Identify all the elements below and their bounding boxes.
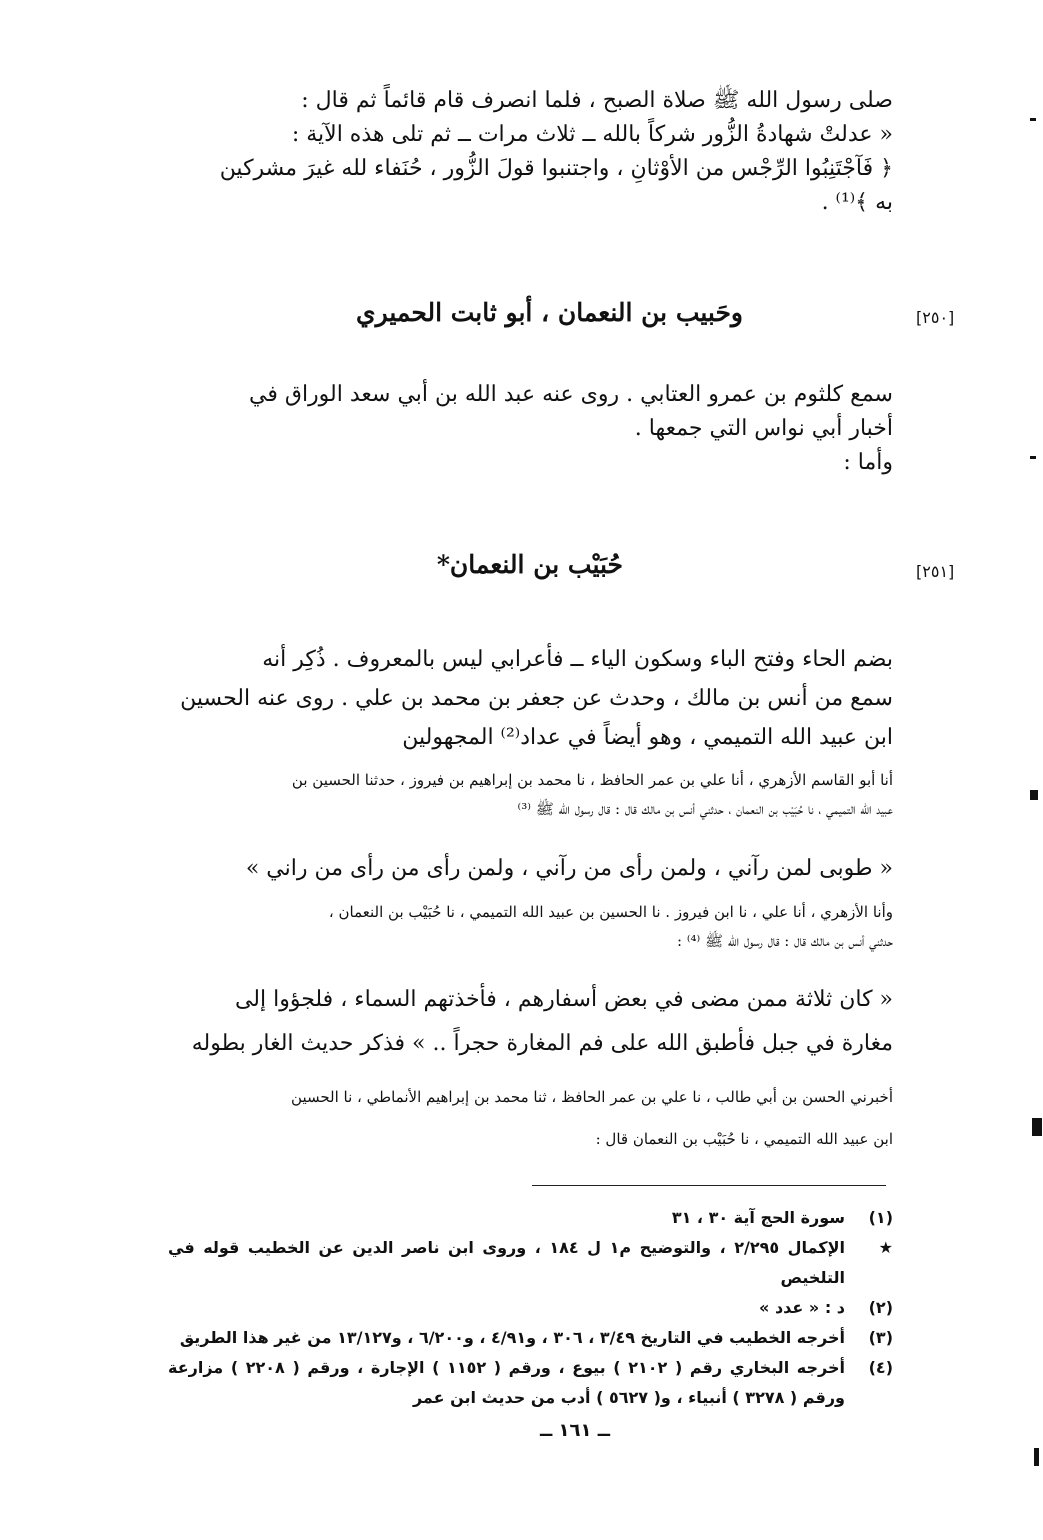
footnote-item [168, 1203, 893, 1233]
isnad-line: ابن عبيد الله التميمي ، نا حُبَيْب بن النعمان قال : [595, 1130, 893, 1148]
entry-number-251: [٢٥١] [916, 562, 955, 581]
text-line: وأما : [843, 450, 893, 475]
footnote-text: أخرجه البخاري رقم ( ٢١٠٢ ) بيوع ، ورقم ( ١١٥٢ ) الإجارة ، ورقم ( ٢٢٠٨ ) مزارعة ورقم ( ٣٢٧٨ ) أنبياء ، و( ٥٦٢٧ ) أدب من حديث ابن عمر [168, 1358, 845, 1407]
footnote-mark: ★ [878, 1238, 893, 1257]
isnad-line: حدثني أنس بن مالك قال : قال رسول الله ﷺ ⁽⁴⁾ : [677, 932, 893, 950]
footnote-item [168, 1323, 893, 1353]
text-line: بضم الحاء وفتح الباء وسكون الياء ــ فأعرابي ليس بالمعروف . ذُكِر أنه [262, 647, 893, 672]
hadith-2 [168, 978, 893, 1066]
footnote-divider [532, 1185, 886, 1186]
isnad-line: أخبرني الحسن بن أبي طالب ، نا علي بن عمر الحافظ ، ثنا محمد بن إبراهيم الأنماطي ، نا الحسين [291, 1088, 893, 1106]
text-line: به ﴾⁽¹⁾ . [821, 190, 893, 215]
footnote-mark: (٤) [868, 1358, 893, 1377]
isnad-line: أنا أبو القاسم الأزهري ، أنا علي بن عمر الحافظ ، نا محمد بن إبراهيم بن فيروز ، حدثنا الحسين بن [291, 771, 893, 789]
footnote-item [168, 1293, 893, 1323]
isnad-3 [168, 1076, 893, 1160]
scan-edge-mark [1030, 790, 1038, 800]
isnad-line: وأنا الأزهري ، أنا علي ، نا ابن فيروز . نا الحسين بن عبيد الله التميمي ، نا حُبَيْب بن النعمان ، [328, 903, 893, 921]
entry-title-251: حُبَيْب بن النعمان* [436, 550, 623, 579]
isnad-2 [168, 898, 893, 956]
footnote-mark: (٣) [868, 1328, 893, 1347]
entry-number-250: [٢٥٠] [916, 308, 955, 327]
hadith-line: مغارة في جبل فأطبق الله على فم المغارة حجراً .. » فذكر حديث الغار بطوله [191, 1031, 893, 1056]
text-line: ﴿ فَآجْتَنِبُوا الرِّجْس من الأوْثانِ ، واجتنبوا قولَ الزُّور ، حُنَفاء لله غيرَ مشركين [219, 156, 893, 181]
footnotes [168, 1203, 893, 1413]
entry-title-250: وحَبيب بن النعمان ، أبو ثابت الحميري [356, 298, 743, 327]
hadith-line: « كان ثلاثة ممن مضى في بعض أسفارهم ، فأخذتهم السماء ، فلجؤوا إلى [234, 987, 893, 1012]
footnote-text: الإكمال ٢/٢٩٥ ، والتوضيح م١ ل ١٨٤ ، وروى ابن ناصر الدين عن الخطيب قوله في التلخيص [168, 1238, 845, 1287]
scan-edge-mark [1032, 1118, 1042, 1136]
hadith-1 [168, 852, 893, 886]
footnote-item [168, 1353, 893, 1413]
footnote-mark: (١) [868, 1208, 893, 1227]
text-line: ابن عبيد الله التميمي ، وهو أيضاً في عداد⁽²⁾ المجهولين [402, 725, 893, 750]
scan-edge-mark [1030, 118, 1036, 121]
footnote-mark: (٢) [868, 1298, 893, 1317]
entry-251-intro [168, 640, 893, 757]
hadith-line: « طوبى لمن رآني ، ولمن رأى من رآني ، ولمن رأى من رأى من راني » [245, 856, 893, 881]
top-passage [168, 84, 893, 220]
scan-edge-mark [1034, 1448, 1039, 1466]
text-line: « عدلتْ شهادةُ الزُّور شركاً بالله ــ ثلاث مرات ــ ثم تلى هذه الآية : [291, 122, 893, 147]
isnad-1 [168, 766, 893, 824]
page-number: ــ ١٦١ ــ [539, 1420, 611, 1441]
scan-edge-mark [1030, 456, 1036, 459]
footnote-text: سورة الحج آية ٣٠ ، ٣١ [671, 1208, 845, 1227]
text-line: صلى رسول الله ﷺ صلاة الصبح ، فلما انصرف قام قائماً ثم قال : [301, 88, 893, 113]
footnote-item [168, 1233, 893, 1293]
footnote-text: أخرجه الخطيب في التاريخ ٣/٤٩ ، ٣٠٦ ، و٤/٩١ ، و٦/٢٠٠ ، و١٣/١٢٧ من غير هذا الطريق [179, 1328, 845, 1347]
text-line: أخبار أبي نواس التي جمعها . [634, 416, 893, 441]
entry-250-body [168, 378, 893, 480]
isnad-line: عبيد الله التميمي ، نا حُبَيْب بن النعمان ، حدثني أنس بن مالك قال : قال رسول الله ﷺ ⁽³⁾ [517, 800, 893, 818]
footnote-text: د : « عدد » [759, 1298, 845, 1317]
text-line: سمع من أنس بن مالك ، وحدث عن جعفر بن محمد بن علي . روى عنه الحسين [180, 686, 893, 711]
text-line: سمع كلثوم بن عمرو العتابي . روى عنه عبد الله بن أبي سعد الوراق في [249, 382, 893, 407]
